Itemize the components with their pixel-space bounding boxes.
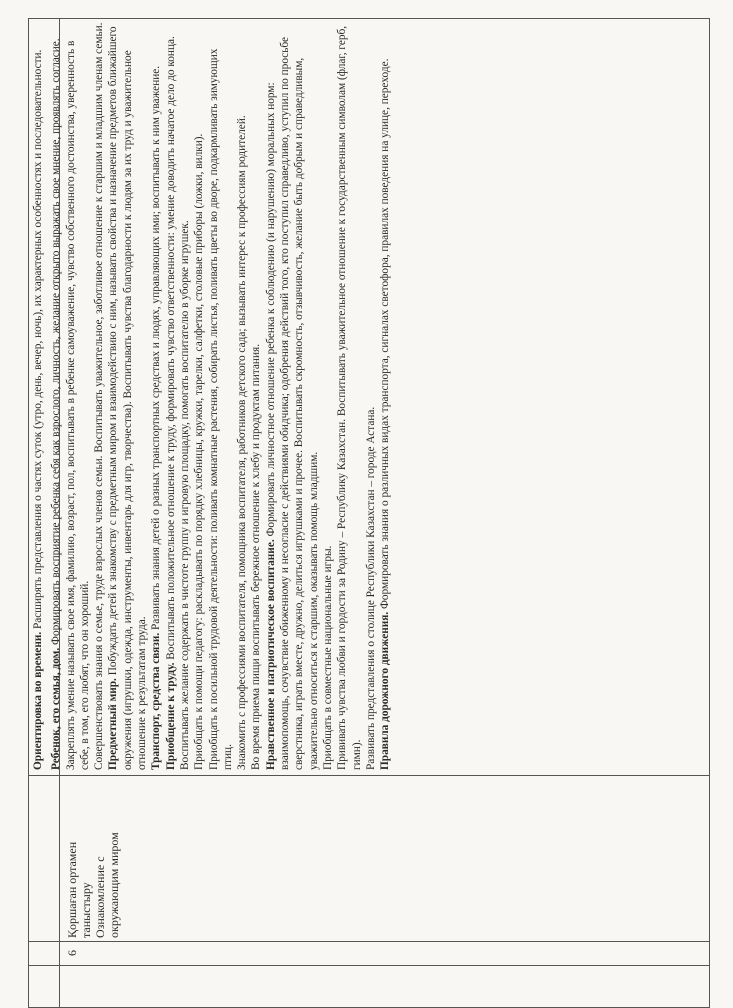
section-traffic [378, 22, 392, 770]
section-traffic-line-1: Формировать знания о различных видах транспорта, сигналах светофора, правилах поведения на улице, переходе. [379, 58, 392, 612]
curriculum-table [28, 18, 710, 1008]
section-objects-line-1: Побуждать детей к знакомству с предметным миром и взаимодействию с ним, называть свойства и назначение предметов ближайшего окружения (игрушки, одежда, инструменты, инвентарь для игр, творчества). Воспитывать чувства благодарности к людям за их труд и уважительное отношение к результатам труда. [107, 26, 149, 770]
time-orientation-heading: Ориентировка во времени. [32, 631, 44, 770]
section-moral-line-3: Прививать чувства любви и гордости за Родину – Республику Казахстан. Воспитывать уважительное отношение к государственным символам (флаг, герб, гимн). [336, 25, 363, 770]
section-moral-heading: Нравственное и патриотическое воспитание. [264, 539, 277, 770]
time-orientation-paragraph [31, 22, 45, 770]
section-moral-line-1: Формировать личностное отношение ребенка к соблюдению (и нарушению) моральных норм: взаимопомощь, сочувствие обиженному и несогласие с действиями обидчика; одобрения действий того, кто поступил справедливо, уступил по просьбе сверстника, играть вместе, дружно, делиться игрушками и прочее. Воспитывать скромность, отзывчивость, желание быть добрым и справедливым, уважительно относиться к старшим, оказывать помощь младшим. [264, 36, 320, 770]
section-labor-heading: Приобщение к труду. [164, 662, 177, 770]
section-transport-line-1: Развивать знания детей о разных транспортных средствах и людях, управляющих ими; воспитывать к ним уважение. [150, 65, 163, 633]
subject-cell [65, 788, 121, 938]
section-traffic-heading: Правила дорожного движения. [379, 611, 392, 770]
section-objects-heading: Предметный мир. [107, 678, 120, 770]
subject-kz: Қоршаған ортамен таныстыру [65, 841, 93, 938]
subject-ru: Ознакомление с окружающим миром [93, 832, 121, 938]
section-moral-line-4: Развивать представления о столице Республики Казахстан – городе Астана. [364, 406, 377, 770]
section-labor-line-2: Воспитывать желание содержать в чистоте группу и игровую площадку, помогать воспитателю в уборке игрушек. [178, 220, 191, 770]
column-separator-2 [29, 941, 709, 942]
section-moral-line-2: Приобщать в совместные национальные игры. [321, 545, 334, 770]
section-labor-line-5: Знакомить с профессиями воспитателя, помощника воспитателя, работников детского сада; вызывать интерес к профессиям родителей. [236, 115, 249, 770]
section-family [49, 22, 63, 770]
section-family-line-2: Закреплять умение называть свое имя, фамилию, возраст, пол, воспитывать в ребенке самоуважение, чувство собственного достоинства, уверенность в себе, в том, его любят, что он хороший. [64, 40, 91, 770]
section-transport [149, 22, 163, 770]
section-family-heading: Ребенок, его семья, дом. [50, 647, 63, 770]
column-separator-1 [29, 965, 709, 966]
section-objects [106, 22, 149, 770]
section-moral [264, 22, 321, 770]
section-labor [164, 22, 178, 770]
time-orientation-text: Расширять представления о частях суток (утро, день, вечер, ночь), их характерных особенностях и последовательности. [32, 49, 44, 632]
section-labor-line-4: Приобщать к посильной трудовой деятельности: поливать комнатные растения, собирать листья, поливать цветы во дворе, подкармливать зимующих птиц. [207, 48, 234, 770]
row-number: 6 [65, 950, 79, 956]
table-right-border [29, 18, 709, 19]
section-labor-line-3: Приобщать к помощи педагогу: раскладывать по порядку хлебницы, кружки, тарелки, салфетки, столовые приборы (ложки, вилки). [193, 133, 206, 770]
section-labor-line-6: Во время приема пищи воспитывать бережное отношение к хлебу и продуктам питания. [250, 343, 263, 770]
column-separator-3 [29, 775, 709, 776]
content-cell [31, 22, 392, 770]
section-transport-heading: Транспорт, средства связи. [150, 632, 163, 770]
section-labor-line-1: Воспитывать положительное отношение к труду, формировать чувство ответственности: умение доводить начатое дело до конца. [164, 36, 177, 663]
section-family-line-3: Совершенствовать знания о семье, труде взрослых членов семьи. Воспитывать уважительное, заботливое отношение к старшим и младшим членам семьи. [93, 22, 106, 770]
section-family-line-1: Формировать восприятие ребенка себя как взрослого, личность, желание открыто выражать свое мнение, проявлять согласие. [50, 38, 63, 648]
